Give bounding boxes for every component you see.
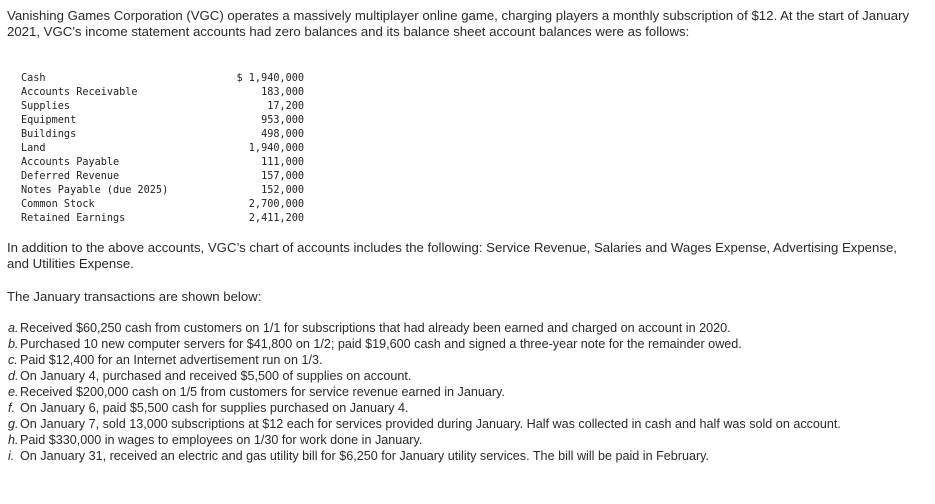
- account-name: Buildings: [21, 129, 77, 140]
- transaction-item: [7, 448, 927, 464]
- transaction-letter: g.: [8, 417, 19, 431]
- transaction-item: [7, 384, 927, 400]
- account-name: Land: [21, 143, 46, 154]
- account-amount: 17,200: [267, 101, 304, 112]
- account-amount: 498,000: [261, 129, 304, 140]
- balance-row: [21, 184, 311, 198]
- account-amount: 183,000: [261, 87, 304, 98]
- account-name: Deferred Revenue: [21, 171, 120, 182]
- transaction-letter: i.: [8, 449, 15, 463]
- transaction-letter: c.: [8, 353, 18, 367]
- account-amount: 111,000: [261, 157, 304, 168]
- transaction-letter: e.: [8, 385, 19, 399]
- transactions-intro: The January transactions are shown below:: [7, 289, 262, 304]
- account-name: Accounts Payable: [21, 157, 120, 168]
- transaction-item: [7, 336, 927, 352]
- balance-row: [21, 128, 311, 142]
- transaction-text: Received $200,000 cash on 1/5 from customers for service revenue earned in January.: [20, 385, 505, 399]
- account-name: Accounts Receivable: [21, 87, 138, 98]
- transaction-item: [7, 400, 927, 416]
- transaction-item: [7, 416, 927, 432]
- transaction-item: [7, 368, 927, 384]
- transaction-letter: f.: [8, 401, 15, 415]
- account-amount: 157,000: [261, 171, 304, 182]
- account-amount: 953,000: [261, 115, 304, 126]
- transaction-text: On January 6, paid $5,500 cash for supplies purchased on January 4.: [20, 401, 409, 415]
- account-name: Notes Payable (due 2025): [21, 185, 169, 196]
- transaction-letter: b.: [8, 337, 19, 351]
- transaction-item: [7, 432, 927, 448]
- account-amount: 1,940,000: [248, 143, 304, 154]
- account-amount: 152,000: [261, 185, 304, 196]
- balance-row: [21, 156, 311, 170]
- account-name: Equipment: [21, 115, 77, 126]
- transaction-text: Purchased 10 new computer servers for $41,800 on 1/2; paid $19,600 cash and signed a three-year note for the remainder owed.: [20, 337, 742, 351]
- transaction-text: Paid $12,400 for an Internet advertisement run on 1/3.: [20, 353, 323, 367]
- account-name: Supplies: [21, 101, 71, 112]
- transactions-list: [7, 320, 927, 464]
- transaction-item: [7, 352, 927, 368]
- transaction-letter: h.: [8, 433, 19, 447]
- transaction-letter: d.: [8, 369, 19, 383]
- account-name: Common Stock: [21, 199, 95, 210]
- balance-row: [21, 114, 311, 128]
- transaction-text: On January 7, sold 13,000 subscriptions at $12 each for services provided during January. Half was collected in cash and half was sold on account.: [20, 417, 841, 431]
- account-amount: 2,700,000: [248, 199, 304, 210]
- transaction-text: Paid $330,000 in wages to employees on 1/30 for work done in January.: [20, 433, 423, 447]
- balance-row: [21, 100, 311, 114]
- balance-row: [21, 72, 311, 86]
- account-name: Retained Earnings: [21, 213, 126, 224]
- account-name: Cash: [21, 73, 46, 84]
- transaction-text: On January 31, received an electric and gas utility bill for $6,250 for January utility services. The bill will be paid in February.: [20, 449, 710, 463]
- transaction-item: [7, 320, 927, 336]
- balance-row: [21, 142, 311, 156]
- account-amount: $ 1,940,000: [236, 73, 304, 84]
- balance-row: [21, 170, 311, 184]
- intro-paragraph: Vanishing Games Corporation (VGC) operates a massively multiplayer online game, charging players a monthly subscription of $12. At the start of January 2021, VGC’s income statement accounts had zero balances and its balance sheet account balances were as follows:: [7, 8, 910, 39]
- balance-row: [21, 86, 311, 100]
- balance-row: [21, 212, 311, 226]
- transaction-text: On January 4, purchased and received $5,500 of supplies on account.: [20, 369, 412, 383]
- transaction-text: Received $60,250 cash from customers on 1/1 for subscriptions that had already been earned and charged on account in 2020.: [20, 321, 731, 335]
- balance-row: [21, 198, 311, 212]
- additional-accounts-paragraph: In addition to the above accounts, VGC’s chart of accounts includes the following: Service Revenue, Salaries and Wages Expense, Advertising Expense, and Utilities Expense.: [7, 240, 897, 271]
- balance-table: [21, 72, 311, 226]
- transaction-letter: a.: [8, 321, 19, 335]
- account-amount: 2,411,200: [248, 213, 304, 224]
